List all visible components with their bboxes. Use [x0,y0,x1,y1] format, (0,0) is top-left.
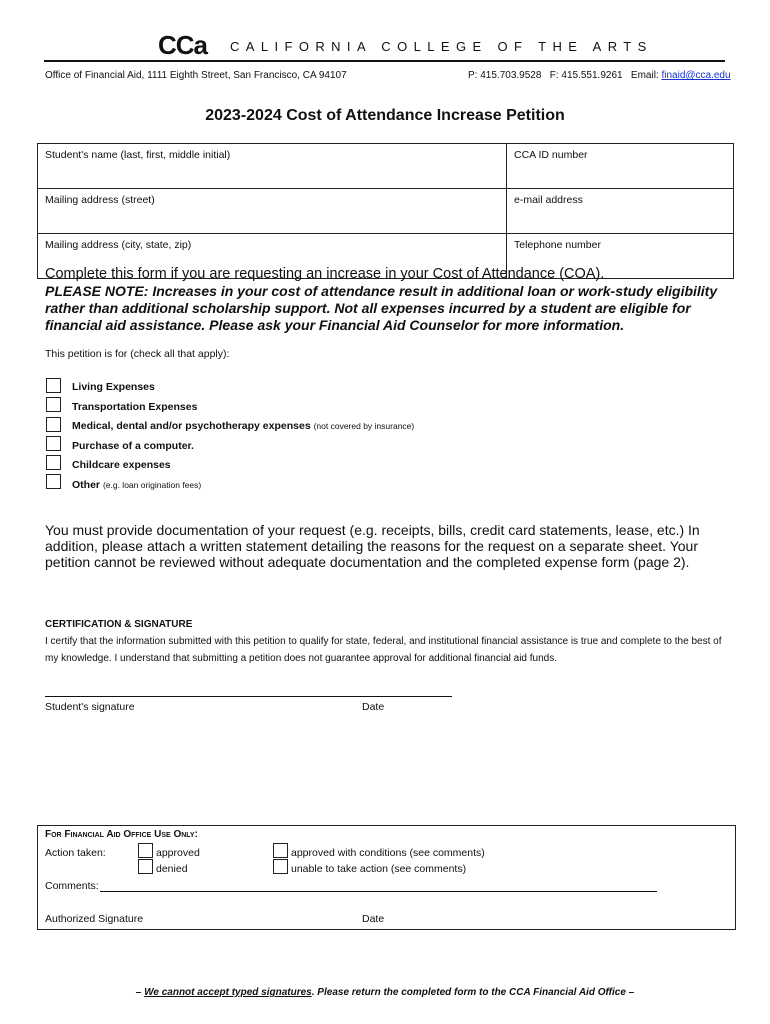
institution-name: CALIFORNIA COLLEGE OF THE ARTS [230,39,653,54]
student-info-table [37,143,734,279]
checkbox-approved-conditions[interactable] [273,843,288,858]
action-denied: denied [156,863,188,875]
checkbox-unable[interactable] [273,859,288,874]
action-approved: approved [156,847,200,859]
office-date-label: Date [362,913,385,925]
email-link[interactable]: finaid@cca.edu [661,70,731,81]
office-address: Office of Financial Aid, 1111 Eighth Street, San Francisco, CA 94107 [45,70,347,81]
checkbox-approved[interactable] [138,843,153,858]
option-transportation: Transportation Expenses [72,401,198,413]
student-name-field[interactable]: Student's name (last, first, middle initial) [38,144,507,189]
cca-logo: CCa [158,30,208,60]
checkbox-childcare[interactable] [46,455,61,470]
option-computer: Purchase of a computer. [72,440,194,452]
phone-fax: P: 415.703.9528 F: 415.551.9261 Email: [468,70,662,81]
checkbox-denied[interactable] [138,859,153,874]
cca-id-field[interactable]: CCA ID number [507,144,734,189]
checkbox-computer[interactable] [46,436,61,451]
action-taken-label: Action taken: [45,847,106,859]
signature-date-label: Date [362,701,385,713]
checkbox-medical[interactable] [46,417,61,432]
footer-note: – We cannot accept typed signatures. Please return the completed form to the CCA Financial Aid Office – [135,987,635,998]
typed-signature-warning: We cannot accept typed signatures [144,987,312,998]
option-other: Other (e.g. loan origination fees) [72,479,202,491]
table-row [38,189,734,234]
option-living-expenses: Living Expenses [72,381,155,393]
checkbox-other[interactable] [46,474,61,489]
student-signature-label: Student's signature [45,701,135,713]
action-approved-conditions: approved with conditions (see comments) [291,847,485,859]
petition-label: This petition is for (check all that apply): [45,348,230,360]
checkbox-living-expenses[interactable] [46,378,61,393]
header-divider [44,60,725,62]
form-title: 2023-2024 Cost of Attendance Increase Petition [205,107,565,124]
table-row [38,144,734,189]
documentation-text: You must provide documentation of your request (e.g. receipts, bills, credit card statements, lease, etc.) In addition, please attach a written statement detailing the reasons for the request on a separate sheet. Your petition cannot be reviewed without adequate documentation and the completed expense form (page 2). [45,522,700,570]
certification-heading: CERTIFICATION & SIGNATURE [45,619,193,630]
city-state-zip-field[interactable]: Mailing address (city, state, zip) [38,234,507,279]
option-medical: Medical, dental and/or psychotherapy expenses (not covered by insurance) [72,420,415,432]
checkbox-transportation[interactable] [46,397,61,412]
telephone-field[interactable]: Telephone number [507,234,734,279]
action-unable: unable to take action (see comments) [291,863,467,875]
student-signature-line[interactable] [45,696,452,697]
comments-line[interactable] [100,891,657,892]
authorized-signature-label: Authorized Signature [45,913,144,925]
certification-text: I certify that the information submitted with this petition to qualify for state, federal, and institutional financial assistance is true and complete to the best of my knowledge. I understand that submitting a petition does not guarantee approval for additional financial aid funds. [45,636,722,664]
email-field[interactable]: e-mail address [507,189,734,234]
note-text: PLEASE NOTE: Increases in your cost of attendance result in additional loan or work-study eligibility rather than additional scholarship support. Not all expenses incurred by a student are eligible for financial aid assistance. Please ask your Financial Aid Counselor for more information. [45,283,718,333]
option-childcare: Childcare expenses [72,459,171,471]
office-use-heading: For Financial Aid Office Use Only: [45,829,198,840]
street-address-field[interactable]: Mailing address (street) [38,189,507,234]
comments-label: Comments: [45,880,99,892]
contact-info [468,70,731,81]
intro-text: Complete this form if you are requesting an increase in your Cost of Attendance (COA). [45,266,605,282]
